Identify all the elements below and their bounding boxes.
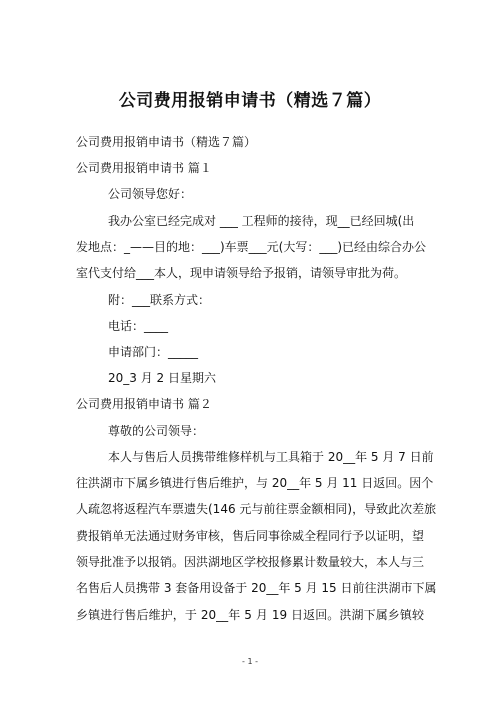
date-line: 20_3 月 2 日星期六 bbox=[108, 371, 216, 385]
paragraph-line: 领导批准予以报销。因洪湖地区学校报修累计数量较大，本人与三 bbox=[76, 555, 425, 569]
paragraph-line: 费报销单无法通过财务审核，售后同事徐威全程同行予以证明，望 bbox=[76, 529, 425, 543]
paragraph-line: 往洪湖市下属乡镇进行售后维护，与 20__年 5 月 11 日返回。因个 bbox=[76, 476, 434, 490]
attachment-line: 附：___联系方式： bbox=[108, 293, 211, 307]
department-line: 申请部门：_____ bbox=[108, 345, 199, 359]
paragraph-line: 我办公室已经完成对 ___ 工程师的接待，现__已经回城(出 bbox=[108, 214, 415, 228]
paragraph-line: 乡镇进行售后维护，于 20__年 5 月 19 日返回。洪湖下属乡镇较 bbox=[76, 608, 424, 622]
paragraph-line: 人疏忽将返程汽车票遗失(146 元与前往票金额相同)，导致此次差旅 bbox=[76, 502, 437, 516]
subtitle-line: 公司费用报销申请书（精选７篇） bbox=[76, 135, 257, 149]
paragraph-line: 本人与售后人员携带维修样机与工具箱于 20__年 5 月 7 日前 bbox=[108, 450, 434, 464]
paragraph-line: 室代支付给___本人，现申请领导给予报销，请领导审批为荷。 bbox=[76, 266, 407, 280]
salutation-1: 公司领导您好： bbox=[108, 187, 193, 201]
section-heading-2: 公司费用报销申请书 篇２ bbox=[76, 397, 212, 411]
document-title: 公司费用报销申请书（精选７篇） bbox=[118, 91, 382, 111]
section-heading-1: 公司费用报销申请书 篇１ bbox=[76, 161, 212, 175]
phone-line: 电话：____ bbox=[108, 319, 169, 333]
salutation-2: 尊敬的公司领导： bbox=[108, 424, 205, 438]
paragraph-line: 名售后人员携带 3 套备用设备于 20__年 5 月 15 日前往洪湖市下属 bbox=[76, 581, 437, 595]
page-number: - 1 - bbox=[242, 657, 258, 666]
paragraph-line: 发地点：_——目的地：___)车票___元(大写：___)已经由综合办公 bbox=[76, 240, 427, 254]
